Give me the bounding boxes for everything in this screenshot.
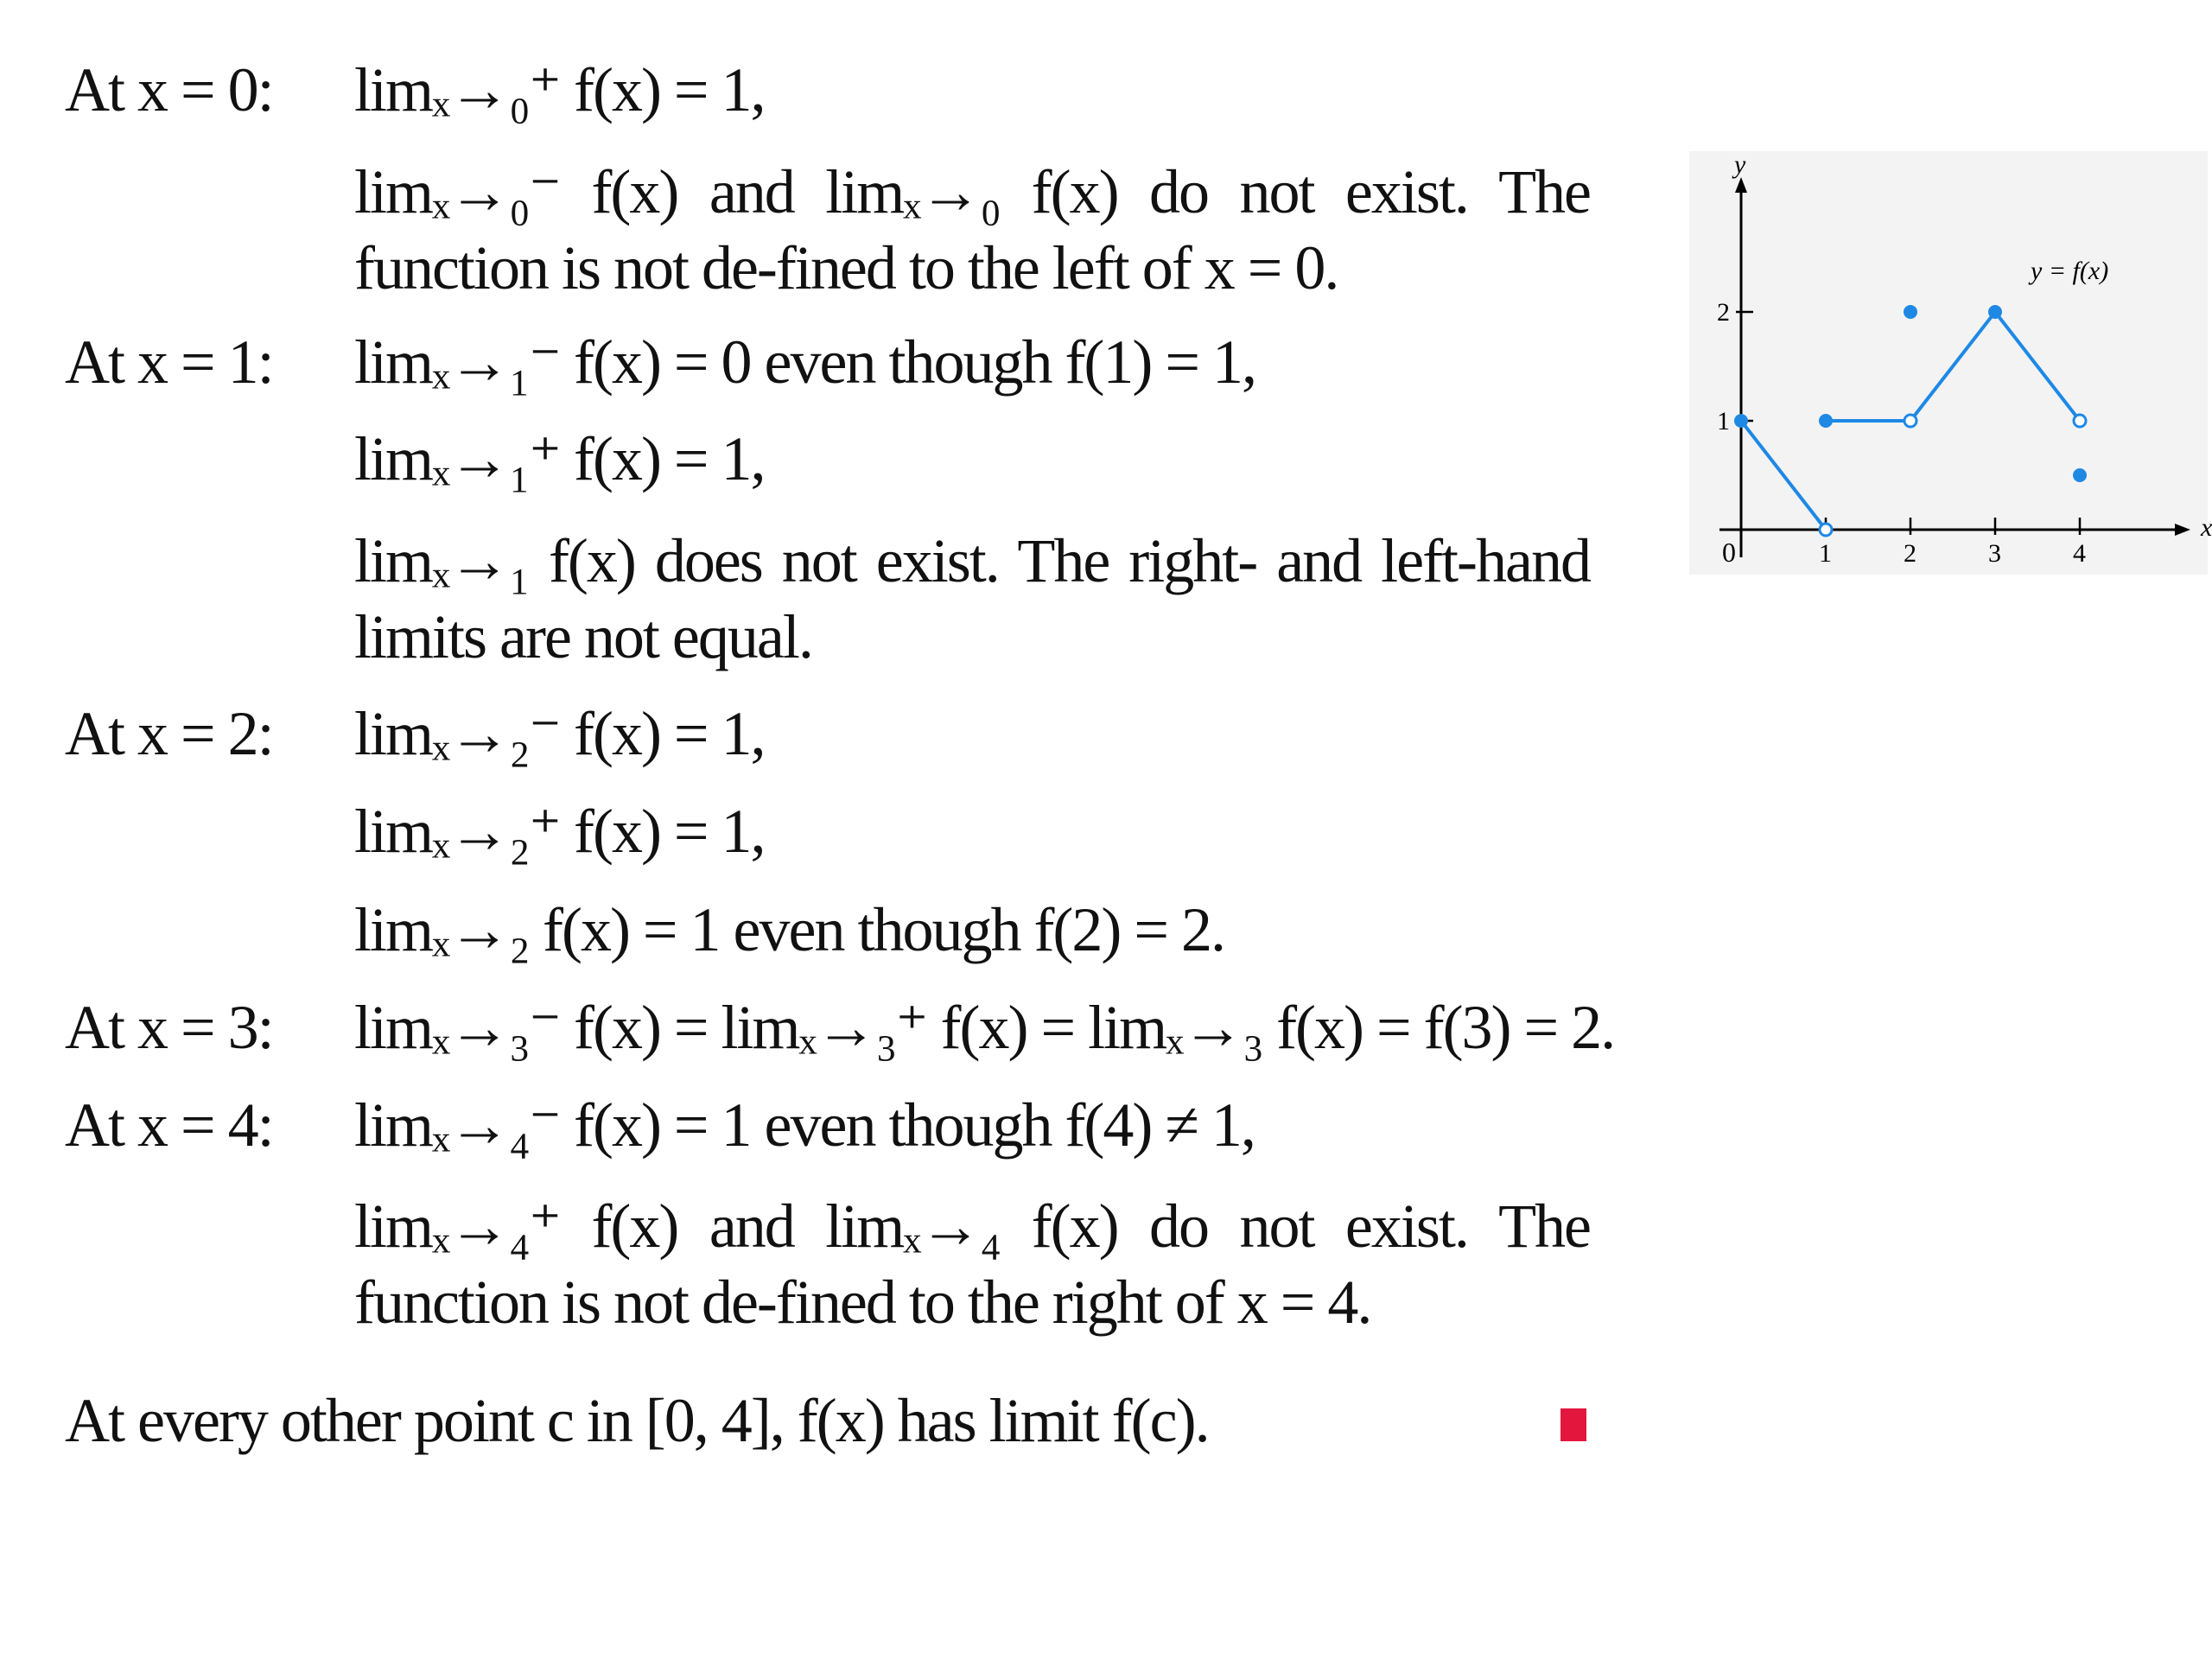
closed-point (1904, 305, 1917, 319)
y-tick-label: 1 (1717, 407, 1730, 435)
limit-statement-x1-left: limₓ→₁⁻ f(x) = 0 even though f(1) = 1, (354, 327, 1255, 397)
section-label-x0: At x = 0: (65, 55, 273, 124)
x-tick-label: 4 (2073, 539, 2086, 568)
x-tick-label: 1 (1819, 539, 1832, 568)
x-axis-arrow-icon (2175, 524, 2190, 536)
x-tick-label: 2 (1904, 539, 1916, 568)
graph-axes (1719, 150, 2212, 568)
open-point (1820, 524, 1832, 536)
function-graph-svg (1689, 150, 2212, 575)
conclusion-text: At every other point c in [0, 4], f(x) has limit f(c). (65, 1386, 1209, 1455)
section-label-x1: At x = 1: (65, 327, 273, 397)
closed-point (2073, 468, 2087, 482)
limit-statement-x0-right: limₓ→₀⁺ f(x) = 1, (354, 55, 765, 124)
closed-point (1734, 414, 1748, 428)
section-label-x4: At x = 4: (65, 1090, 273, 1160)
x-tick-label: 3 (1988, 539, 2001, 568)
limit-statement-x1-two-sided: limₓ→₁ f(x) does not exist. The right- and left-hand limits are not equal. (354, 526, 1590, 671)
limit-statement-x0-left: limₓ→₀⁻ f(x) and limₓ→₀ f(x) do not exist. The function is not de-fined to the left of x = 0. (354, 157, 1590, 302)
limit-statement-x2-right: limₓ→₂⁺ f(x) = 1, (354, 797, 765, 866)
limit-statement-x2-left: limₓ→₂⁻ f(x) = 1, (354, 699, 765, 768)
graph-segment (1910, 312, 2080, 421)
closed-point (1819, 414, 1833, 428)
end-of-proof-icon (1560, 1408, 1586, 1441)
limit-statement-x1-right: limₓ→₁⁺ f(x) = 1, (354, 424, 765, 493)
open-point (1904, 415, 1916, 427)
curve-label: y = f(x) (2031, 257, 2109, 285)
x-axis-label: x (2201, 513, 2212, 542)
y-axis-arrow-icon (1735, 177, 1747, 193)
open-point (2074, 415, 2086, 427)
limit-statement-x4-left: limₓ→₄⁻ f(x) = 1 even though f(4) ≠ 1, (354, 1090, 1255, 1160)
section-label-x2: At x = 2: (65, 699, 273, 768)
closed-point (1988, 305, 2002, 319)
y-tick-label: 2 (1717, 298, 1730, 327)
limit-statement-x3: limₓ→₃⁻ f(x) = limₓ→₃⁺ f(x) = limₓ→₃ f(x) = f(3) = 2. (354, 993, 1615, 1062)
graph-segment (1741, 421, 1826, 530)
y-axis-label: y (1734, 150, 1746, 179)
origin-label: 0 (1722, 537, 1736, 568)
limit-statement-x4-right: limₓ→₄⁺ f(x) and limₓ→₄ f(x) do not exist. The function is not de-fined to the right of x = 4. (354, 1192, 1590, 1337)
function-graph (1689, 150, 2212, 575)
section-label-x3: At x = 3: (65, 993, 273, 1062)
limit-statement-x2-two-sided: limₓ→₂ f(x) = 1 even though f(2) = 2. (354, 895, 1224, 964)
